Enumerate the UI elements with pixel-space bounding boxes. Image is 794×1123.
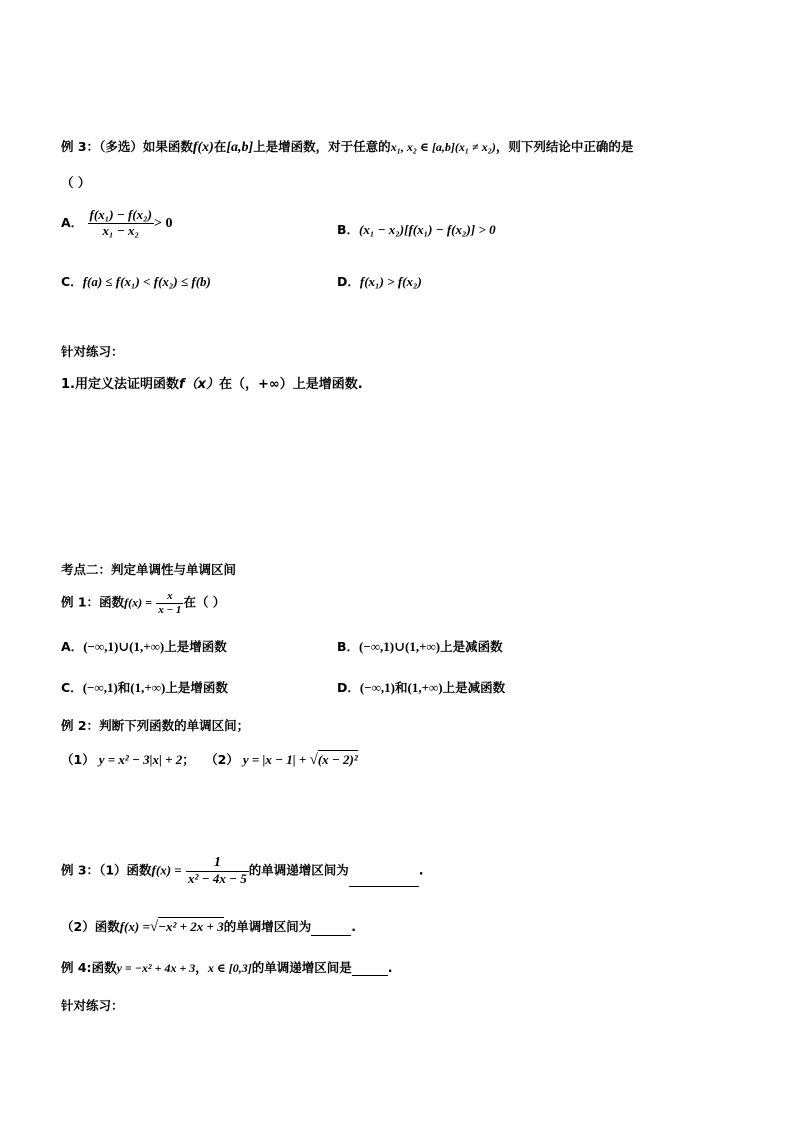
fraction: $\frac{1}{\text{x² − 4x − 5}}$ [188,855,247,887]
section-heading: 考点二：判定单调性与单调区间 [61,562,237,577]
example-1-line: 例 1：函数f(x) = $\frac{x}{x - 1}$ 在（ ） [61,590,226,616]
option-b: B．(−∞,1)∪(1,+∞)上是减函数 [337,639,503,654]
example-2-line: 例 2：判断下列函数的单调区间； [61,718,250,733]
option-d: D．f(x₁) > f(x₂) [337,274,422,289]
practice-heading: 针对练习： [61,344,124,359]
example-3-part-1: 例 3：（1）函数f(x) = $\frac{1}{\text{x² − 4x − 5}}$ 的单调递增区间为 . [61,855,424,887]
example-4-line: 例 4:函数y = −x² + 4x + 3，x ∈ [0,3]的单调递增区间是 . [61,960,393,975]
example-label: 例 3： [61,139,100,154]
option-b: B．(x₁ − x₂)[f(x₁) − f(x₂)] > 0 [337,222,496,237]
answer-blank[interactable] [311,934,351,936]
example-3-part-2: （2）函数f(x) =√−x² + 2x + 3的单调增区间为 . [61,919,356,935]
sqrt-sign: √ [309,752,318,768]
option-d: D．(−∞,1)和(1,+∞)上是减函数 [337,680,506,695]
option-a: A．(−∞,1)∪(1,+∞)上是增函数 [61,639,227,654]
answer-paren: （ ） [61,175,91,190]
fraction: $\frac{\text{f(x₁) − f(x₂)}}{\text{x₁ − x₂}}$ [89,207,152,238]
answer-blank[interactable] [352,974,388,976]
option-c: C．(−∞,1)和(1,+∞)上是增函数 [61,680,228,695]
fraction: $\frac{x}{x - 1}$ [158,590,182,616]
example-2-parts: （1） y = x² − 3|x| + 2； （2） y = |x − 1| + √(x − 2)² [61,752,358,768]
option-c: C．f(a) ≤ f(x₁) < f(x₂) ≤ f(b) [61,274,211,289]
option-a: A． $\frac{\text{f(x₁) − f(x₂)}}{\text{x₁ − x₂}}$ > 0 [61,207,173,238]
answer-blank[interactable] [349,885,419,887]
practice-heading: 针对练习： [61,998,124,1013]
example-3-line: 例 3：（多选）如果函数f(x)在[a,b]上是增函数，对于任意的x₁, x₂ ∈ [a,b](x₁ ≠ x₂)，则下列结论中正确的是 [61,139,634,155]
sqrt-sign: √ [149,919,159,935]
practice-item-1: 1.用定义法证明函数f（x）在（，+∞）上是增函数. [61,377,363,392]
